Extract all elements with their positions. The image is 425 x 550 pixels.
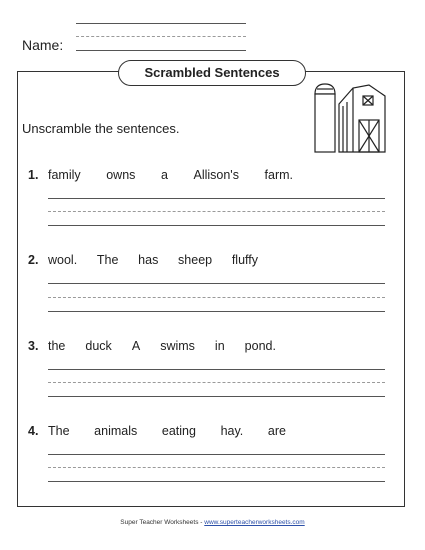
word: family [48,168,81,182]
word: sheep [178,253,213,267]
answer-line-1-bottom[interactable] [48,225,385,226]
instructions-text: Unscramble the sentences. [22,121,180,136]
sentence-number-4: 4. [28,424,39,438]
footer-url-link[interactable]: www.superteacherworksheets.com [204,519,305,526]
answer-line-3-bottom[interactable] [48,396,385,397]
sentence-number-3: 3. [28,339,39,353]
word: in [214,339,225,353]
answer-line-1-top[interactable] [48,198,385,199]
name-top-line [76,23,246,24]
word: hay. [220,424,244,438]
scrambled-words-4 [48,423,286,439]
scrambled-words-2 [48,252,258,268]
sentence-number-2: 2. [28,253,39,267]
word: has [138,253,159,267]
footer-brand: Super Teacher Worksheets [120,519,199,526]
word: farm. [264,168,293,182]
word: swims [160,339,195,353]
word: owns [106,168,136,182]
word: eating [161,424,196,438]
word: a [160,168,168,182]
answer-line-3-top[interactable] [48,369,385,370]
word: animals [94,424,138,438]
scrambled-words-1 [48,167,293,183]
answer-line-1-mid [48,211,385,212]
name-mid-dashed-line [76,36,246,37]
word: duck [85,339,112,353]
answer-line-2-bottom[interactable] [48,311,385,312]
word: are [267,424,286,438]
word: The [96,253,119,267]
answer-line-4-mid [48,467,385,468]
scrambled-words-3 [48,338,276,354]
sentence-number-1: 1. [28,168,39,182]
worksheet-title: Scrambled Sentences [118,60,306,86]
word: Allison's [193,168,239,182]
answer-line-4-top[interactable] [48,454,385,455]
word: wool. [48,253,78,267]
word: fluffy [231,253,258,267]
barn-with-silo-icon [305,82,391,154]
name-write-line[interactable] [76,50,246,51]
footer-separator: - [200,519,203,526]
answer-line-4-bottom[interactable] [48,481,385,482]
word: A [131,339,141,353]
word: the [48,339,66,353]
answer-line-3-mid [48,382,385,383]
word: The [48,424,70,438]
answer-line-2-top[interactable] [48,283,385,284]
word: pond. [244,339,276,353]
answer-line-2-mid [48,297,385,298]
footer [0,518,425,528]
name-label: Name: [22,37,64,53]
